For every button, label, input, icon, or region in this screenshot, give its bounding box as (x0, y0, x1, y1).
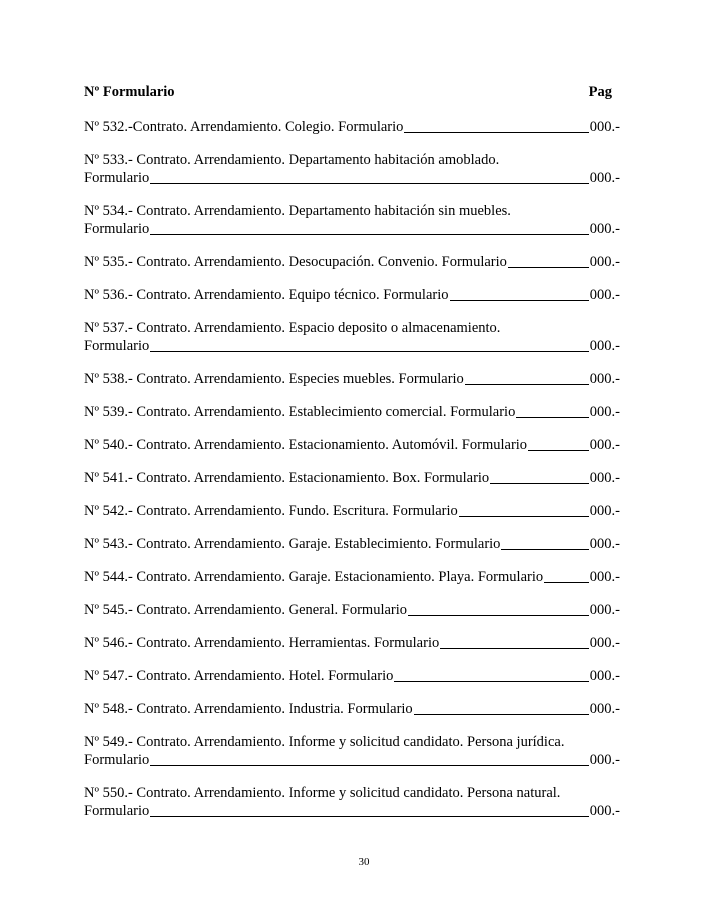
toc-entry-title: Nº 538.- Contrato. Arrendamiento. Especies muebles. Formulario (84, 371, 464, 387)
leader-line (150, 221, 589, 235)
toc-entry-line (84, 403, 620, 421)
toc-entry (84, 700, 620, 718)
toc-entry-page: 000.- (589, 569, 620, 585)
toc-entry-page: 000.- (589, 338, 620, 354)
toc-entry-title: Nº 537.- Contrato. Arrendamiento. Espacio deposito o almacenamiento. (84, 320, 501, 336)
leader-line (528, 437, 589, 451)
leader-line (404, 119, 588, 133)
toc-entry-title: Nº 536.- Contrato. Arrendamiento. Equipo técnico. Formulario (84, 287, 449, 303)
leader-line (414, 701, 589, 715)
leader-line (150, 338, 589, 352)
toc-entry (84, 733, 620, 769)
leader-line (465, 371, 589, 385)
toc-entry-line (84, 667, 620, 685)
toc-entry-line (84, 751, 620, 769)
toc-entry-page: 000.- (589, 602, 620, 618)
toc-entry (84, 535, 620, 553)
toc-entry-page: 000.- (589, 371, 620, 387)
toc-entry-line (84, 286, 620, 304)
toc-entry-page: 000.- (589, 404, 620, 420)
toc-entry-line (84, 169, 620, 187)
header-page-label: Pag (588, 84, 612, 100)
toc-entry-line (84, 319, 620, 337)
toc-entry-title: Nº 532.-Contrato. Arrendamiento. Colegio. Formulario (84, 119, 404, 135)
leader-line (150, 803, 589, 817)
toc-entry-page: 000.- (589, 635, 620, 651)
page-number: 30 (358, 856, 370, 868)
toc-entry-page: 000.- (589, 470, 620, 486)
toc-entry-title: Nº 541.- Contrato. Arrendamiento. Estacionamiento. Box. Formulario (84, 470, 490, 486)
leader-line (490, 470, 589, 484)
toc-entry-page: 000.- (589, 752, 620, 768)
toc-entry-page: 000.- (589, 803, 620, 819)
toc-entry-title: Nº 533.- Contrato. Arrendamiento. Departamento habitación amoblado. (84, 152, 500, 168)
toc-entry-page: 000.- (589, 503, 620, 519)
toc-entry (84, 253, 620, 271)
toc-entry-title: Nº 547.- Contrato. Arrendamiento. Hotel. Formulario (84, 668, 394, 684)
leader-line (394, 668, 588, 682)
toc-entry-title: Formulario (84, 752, 150, 768)
toc-entry (84, 403, 620, 421)
toc-entry (84, 202, 620, 238)
toc-entry (84, 601, 620, 619)
toc-entry-page: 000.- (589, 221, 620, 237)
toc-entry-page: 000.- (589, 668, 620, 684)
toc-entry-page: 000.- (589, 437, 620, 453)
toc-entry-line (84, 436, 620, 454)
toc-entry-title: Nº 540.- Contrato. Arrendamiento. Estacionamiento. Automóvil. Formulario (84, 437, 528, 453)
toc-entry-line (84, 370, 620, 388)
toc-entry-title: Nº 545.- Contrato. Arrendamiento. General. Formulario (84, 602, 408, 618)
toc-entry (84, 319, 620, 355)
toc-entry-title: Nº 534.- Contrato. Arrendamiento. Departamento habitación sin muebles. (84, 203, 511, 219)
toc-entry-line (84, 202, 620, 220)
toc-entry-line (84, 502, 620, 520)
leader-line (501, 536, 588, 550)
toc-entry-line (84, 601, 620, 619)
leader-line (150, 170, 589, 184)
toc-entry-line (84, 568, 620, 586)
leader-line (408, 602, 589, 616)
toc-entry (84, 436, 620, 454)
toc-entry-line (84, 151, 620, 169)
toc-entry-line (84, 733, 620, 751)
toc-entry (84, 502, 620, 520)
toc-entry-list (84, 118, 620, 835)
toc-entry-title: Nº 549.- Contrato. Arrendamiento. Informe y solicitud candidato. Persona jurídica. (84, 734, 565, 750)
leader-line (516, 404, 588, 418)
toc-entry (84, 151, 620, 187)
toc-entry (84, 118, 620, 136)
toc-entry (84, 568, 620, 586)
leader-line (459, 503, 589, 517)
toc-entry-line (84, 220, 620, 238)
toc-entry-title: Nº 544.- Contrato. Arrendamiento. Garaje. Estacionamiento. Playa. Formulario (84, 569, 544, 585)
toc-entry-page: 000.- (589, 701, 620, 717)
toc-entry-page: 000.- (589, 119, 620, 135)
toc-entry-title: Formulario (84, 338, 150, 354)
header-form-number-label: Nº Formulario (84, 84, 175, 100)
toc-entry (84, 784, 620, 820)
toc-entry-title: Formulario (84, 170, 150, 186)
toc-entry-line (84, 784, 620, 802)
leader-line (508, 254, 589, 268)
toc-entry (84, 370, 620, 388)
toc-entry-line (84, 700, 620, 718)
leader-line (544, 569, 589, 583)
toc-entry-title: Nº 543.- Contrato. Arrendamiento. Garaje. Establecimiento. Formulario (84, 536, 501, 552)
leader-line (440, 635, 589, 649)
toc-entry-line (84, 337, 620, 355)
toc-entry-line (84, 253, 620, 271)
toc-entry (84, 667, 620, 685)
leader-line (150, 752, 589, 766)
toc-header (84, 84, 620, 101)
toc-entry-title: Formulario (84, 803, 150, 819)
toc-entry (84, 286, 620, 304)
toc-entry-page: 000.- (589, 287, 620, 303)
toc-entry-line (84, 535, 620, 553)
toc-entry-title: Nº 546.- Contrato. Arrendamiento. Herramientas. Formulario (84, 635, 440, 651)
toc-entry-title: Nº 550.- Contrato. Arrendamiento. Informe y solicitud candidato. Persona natural. (84, 785, 561, 801)
toc-entry-line (84, 469, 620, 487)
toc-entry-page: 000.- (589, 536, 620, 552)
toc-entry-line (84, 118, 620, 136)
toc-entry (84, 634, 620, 652)
toc-entry-line (84, 634, 620, 652)
toc-entry-page: 000.- (589, 170, 620, 186)
toc-entry-line (84, 802, 620, 820)
leader-line (450, 287, 589, 301)
toc-entry-title: Nº 548.- Contrato. Arrendamiento. Industria. Formulario (84, 701, 413, 717)
toc-entry-page: 000.- (589, 254, 620, 270)
toc-entry-title: Nº 539.- Contrato. Arrendamiento. Establecimiento comercial. Formulario (84, 404, 516, 420)
toc-entry-title: Formulario (84, 221, 150, 237)
toc-entry-title: Nº 535.- Contrato. Arrendamiento. Desocupación. Convenio. Formulario (84, 254, 507, 270)
toc-entry-title: Nº 542.- Contrato. Arrendamiento. Fundo. Escritura. Formulario (84, 503, 458, 519)
toc-entry (84, 469, 620, 487)
